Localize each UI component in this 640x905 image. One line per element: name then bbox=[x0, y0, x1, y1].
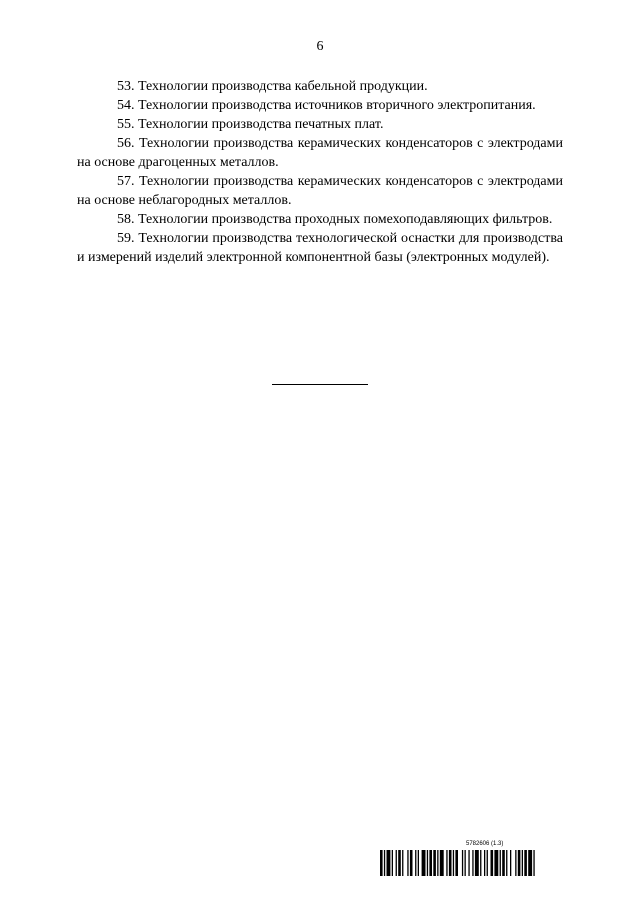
list-item: 57. Технологии производства керамических конденсаторов с электродами на основе неблагородных металлов. bbox=[77, 174, 563, 208]
document-code: 5782606 (1.3) bbox=[466, 841, 504, 847]
list-item: 54. Технологии производства источников вторичного электропитания. bbox=[117, 98, 536, 113]
list-item: 53. Технологии производства кабельной продукции. bbox=[117, 79, 428, 94]
list-item: 58. Технологии производства проходных помехоподавляющих фильтров. bbox=[117, 212, 553, 227]
list-item: 55. Технологии производства печатных плат. bbox=[117, 117, 384, 132]
page-number: 6 bbox=[316, 39, 324, 54]
barcode-icon bbox=[380, 850, 588, 876]
document-body bbox=[77, 77, 563, 267]
list-item: 59. Технологии производства технологической оснастки для производства и измерений изделий электронной компонентной базы (электронных модулей). bbox=[77, 231, 563, 265]
list-item: 56. Технологии производства керамических конденсаторов с электродами на основе драгоценных металлов. bbox=[77, 136, 563, 170]
end-separator-line bbox=[272, 384, 368, 385]
